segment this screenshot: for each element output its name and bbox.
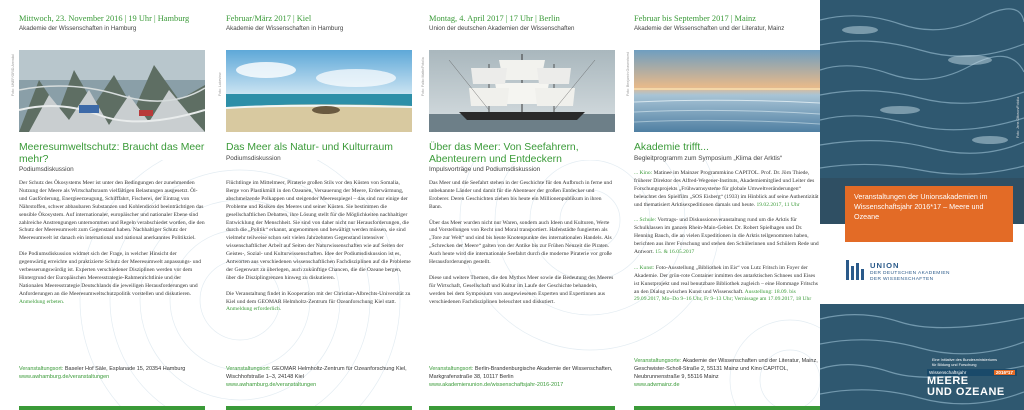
event-description	[226, 180, 412, 322]
event-subtitle: Begleitprogramm zum Symposium „Klima der Arktis“	[634, 155, 783, 162]
event-organizer: Union der deutschen Akademien der Wissenschaften	[429, 25, 575, 32]
bmbf-initiative-text: Eine Initiative des Bundesministeriums für Bildung und Forschung	[932, 358, 997, 367]
event-description	[429, 180, 615, 314]
green-bar	[19, 406, 205, 410]
event-date: Montag, 4. April 2017 | 17 Uhr | Berlin	[429, 14, 560, 23]
venue-label: Veranstaltungsort:	[429, 366, 474, 372]
event-link[interactable]: www.adwmainz.de	[634, 381, 680, 388]
venue-address: Baseler Hof Säle, Esplanade 15, 20354 Hamburg	[64, 366, 186, 372]
paragraph: Über das Meer wurden nicht nur Waren, sondern auch Ideen und Kulturen, Werte und Vorstellungen von Recht und Moral transportiert. Hafenstädte fungierten als „Tore zur Welt“ und sind bis heute Knotenpunkte des internationalen Handels. Als „Schrecken der Meere“ galten von der Antike bis zur Frühen Neuzeit die Piraten. Auch heute wird die internationale Seefahrt durch die moderne Piraterie vor große Herausforderungen gestellt.	[429, 219, 612, 266]
event-photo-arctic	[634, 50, 820, 132]
event-description	[634, 170, 820, 312]
photo-credit: Foto: Benjamin Gravenhorst	[626, 52, 630, 96]
program-item-kunst: ... Kunst: Foto-Ausstellung „Bibliothek im Eis“ von Lutz Fritsch im Foyer der Akademie. Der grün-rote Container inmitten des antarktischen Schnees und Eises ist Kunstprojekt und real benutzbare Bibliothek zugleich – eine Hommage Fritschs an den Dialog zwischen Kunst und Wissenschaft. Ausstellung: 18.09. bis 29.09.2017, Mo–Do 9–16 Uhr, Fr 9–13 Uhr; Vernissage am 17.09.2017, 18 Uhr	[634, 264, 818, 303]
wissenschaftsjahr-logo	[927, 369, 1017, 398]
union-mark-icon	[846, 260, 864, 280]
paragraph: Die Podiumsdiskussion widmet sich der Frage, in welcher Hinsicht der gegenwärtig erreichte und praktizierte Schutz der Meeresumwelt anpassungs- und verbesserungswürdig ist. Experten verschiedener Disziplinen werden vor dem Hintergrund der Europäischen Meeresstrategie-Rahmenrichtlinie und der Nationalen Meeresstrategie Deutschlands die jeweiligen Herausforderungen und Anforderungen an die Meeresumweltschutzpolitik vorstellen und diskutieren. Anmeldung erbeten.	[19, 251, 202, 305]
photo-credit: Foto: Falko Matte/Fotolia	[421, 57, 425, 96]
event-description	[19, 180, 205, 314]
event-venue	[19, 366, 209, 382]
event-title: Meeresumweltschutz: Braucht das Meer mehr?	[19, 142, 205, 165]
union-subtitle: DER DEUTSCHEN AKADEMIEN DER WISSENSCHAFTEN	[870, 271, 950, 282]
registration-note: Anmeldung erbeten.	[19, 298, 65, 305]
event-column-2	[218, 0, 412, 410]
event-photo-ship	[429, 50, 615, 132]
venue-address: Akademie der Wissenschaften und der Literatur, Mainz, Geschwister-Scholl-Straße 2, 55131 Mainz und Kino CAPITOL, Neubrunnenstraße 9, 55116 Mainz	[634, 358, 818, 380]
wissenschaftsjahr-title-1: MEERE	[927, 375, 969, 387]
event-venue	[226, 366, 416, 390]
event-photo-nets	[19, 50, 205, 132]
event-date: Februar/März 2017 | Kiel	[226, 14, 312, 23]
cover-photo-credit: Foto: Jens Ottoson/Fotolia	[1016, 96, 1020, 138]
wissenschaftsjahr-label: Wissenschaftsjahr 2016*17	[927, 369, 1017, 376]
cover-photo-water	[820, 0, 1024, 178]
photo-credit: Foto: Lakeview	[218, 72, 222, 96]
program-item-schule: ... Schule: Vortrags- und Diskussionsveranstaltung rund um die Arktis für Schulklassen im ganzen Rhein-Main-Gebiet. Dr. Robert Spielhagen und Dr. Henning Bauch, die an vielen Expeditionen in die Arktis teilgenommen haben, berichten aus ihrer Forschung und stehen den Schülerinnen und Schülern Rede und Antwort. 15. & 16.05.2017	[634, 217, 819, 256]
wissenschaftsjahr-title-2: UND OZEANE	[927, 386, 1005, 398]
venue-label: Veranstaltungsort:	[226, 366, 271, 372]
event-link[interactable]: www.awhamburg.de/veranstaltungen	[19, 373, 110, 380]
paragraph: Diese und weitere Themen, die den Mythos Meer sowie die Bedeutung des Meeres für Wirtschaft, Gesellschaft und Kultur im Laufe der Geschichte behandeln, werden bei dem Symposium von ausgewiesenen Experten und Expertinnen aus verschiedenen Fachdisziplinen beleuchtet und diskutiert.	[429, 274, 614, 305]
event-column-3	[421, 0, 615, 410]
union-logo	[846, 258, 996, 288]
photo-credit: Foto: UNEP/GRID-Arendal	[11, 54, 15, 96]
venue-address: GEOMAR Helmholtz-Zentrum für Ozeanforschung Kiel, Wischhofstraße 1–3, 24148 Kiel	[226, 366, 407, 380]
event-link[interactable]: www.awhamburg.de/veranstaltungen	[226, 381, 317, 388]
paragraph: Flüchtlinge im Mittelmeer, Piraterie großen Stils vor den Küsten von Somalia, Berge von Plastikmüll in den Ozeanen, Versauerung der Meere, Erderwärmung, abschmelzende Polkappen und steigender Meeresspiegel – das sind nur einige der Probleme und Risiken des Meeres und seiner Küsten. Sie bestimmen die gesellschaftlichen Debatten, ihre Lösung stellt für die Möglichkeiten nachhaltiger Entwicklung der Menschheit. Sie sind von daher nicht nur Herausforderungen, die durch die „Politik“ erkannt, angenommen und bewältigt werden müssen, sie sind vielmehr teilweise schon seit vielen Jahrzehnten Gegenstand intensiver wissenschaftlicher Arbeit auf Seiten der Naturwissenschaften wie auf Seiten der Geistes-, Sozial- und Kulturwissenschaften. Idee der Podiumsdiskussion ist es, Antworten aus verschiedenen wissenschaftlichen Fachdisziplinen auf die Probleme der Gegenwart zu überlegen, auch zukünftige Chancen, die die Ozeane bergen, über die Disziplingrenzen hinweg zu diskutieren.	[226, 180, 411, 281]
green-bar	[429, 406, 615, 410]
event-subtitle: Podiumsdiskussion	[226, 155, 281, 162]
event-venue	[429, 366, 619, 390]
event-title: Über das Meer: Von Seefahrern, Abenteurern und Entdeckern	[429, 142, 579, 165]
event-title: Das Meer als Natur- und Kulturraum	[226, 142, 393, 153]
paragraph: Das Meer und die Seefahrt stehen in der Geschichte für den Aufbruch in ferne und unbekannte Länder und damit für die Abenteuer der großen Entdecker und Eroberer. Deren Geschichten ziehen bis heute ein Millionenpublikum in ihren Bann.	[429, 180, 612, 210]
venue-label: Veranstaltungsort:	[19, 366, 64, 372]
event-date: Mittwoch, 23. November 2016 | 19 Uhr | Hamburg	[19, 14, 190, 23]
event-column-4	[626, 0, 820, 410]
program-item-kino: ... Kino: Matinee im Mainzer Programmkino CAPITOL. Prof. Dr. Jörn Thiede, früherer Direktor des Alfred-Wegener-Instituts, Akademiemitglied und Leiter des Forschungsprojekts „Frühwarnsysteme für globale Umweltveränderungen“ beleuchtet den Spielfilm „SOS Eisberg“ (1933) im Hinblick auf seine Authentizität und thematisiert Arktisexpeditionen damals und heute. 19.02.2017, 11 Uhr	[634, 170, 819, 208]
event-subtitle: Podiumsdiskussion	[19, 166, 74, 173]
event-subtitle: Impulsvorträge und Podiumsdiskussion	[429, 166, 541, 173]
event-organizer: Akademie der Wissenschaften und der Literatur, Mainz	[634, 25, 785, 32]
paragraph: Die Veranstaltung findet in Kooperation mit der Christian-Albrechts-Universität zu Kiel und dem GEOMAR Helmholtz-Zentrum für Ozeanforschung Kiel statt. Anmeldung erforderlich.	[226, 290, 411, 313]
registration-note: Anmeldung erforderlich.	[226, 306, 282, 313]
event-title: Akademie trifft...	[634, 142, 709, 153]
union-name: UNION	[870, 261, 900, 270]
venue-address: Berlin-Brandenburgische Akademie der Wissenschaften, Markgrafenstraße 38, 10117 Berlin	[429, 366, 613, 380]
event-link[interactable]: www.akademienunion.de/wissenschaftsjahr-2016-2017	[429, 381, 564, 388]
green-bar	[634, 406, 820, 410]
event-organizer: Akademie der Wissenschaften in Hamburg	[226, 25, 344, 32]
venue-label: Veranstaltungsorte:	[634, 358, 682, 364]
event-venue	[634, 358, 824, 390]
cover-headline-box: Veranstaltungen der Unionsakademien im Wissenschaftsjahr 2016*17 – Meere und Ozeane	[845, 186, 1013, 242]
event-column-1	[11, 0, 205, 410]
green-bar	[226, 406, 412, 410]
event-photo-beach	[226, 50, 412, 132]
event-date: Februar bis September 2017 | Mainz	[634, 14, 756, 23]
cover-panel	[820, 0, 1024, 410]
paragraph: Der Schutz des Ökosystems Meer ist unter den Bedingungen der zunehmenden Nutzung der Meere als Wirtschaftsraum vielfältigen Belastungen ausgesetzt. Öl- und Gasförderung, Energieerzeugung, Schifffahrt, Fischerei, der Eintrag von Nährstoffen, schwer abbaubaren Substanzen und Kohlendioxid beeinträchtigen das sensible Ökosystem. Auf internationaler, europäischer und nationaler Ebene sind zahlreiche Anstrengungen unternommen und Regeln verabschiedet worden, die den Schutz der Meeresumwelt zum Gegenstand haben. Nachhaltiger Schutz der Meeresumwelt ist danach ein international und national anerkanntes Politikziel.	[19, 180, 205, 242]
event-organizer: Akademie der Wissenschaften in Hamburg	[19, 25, 137, 32]
